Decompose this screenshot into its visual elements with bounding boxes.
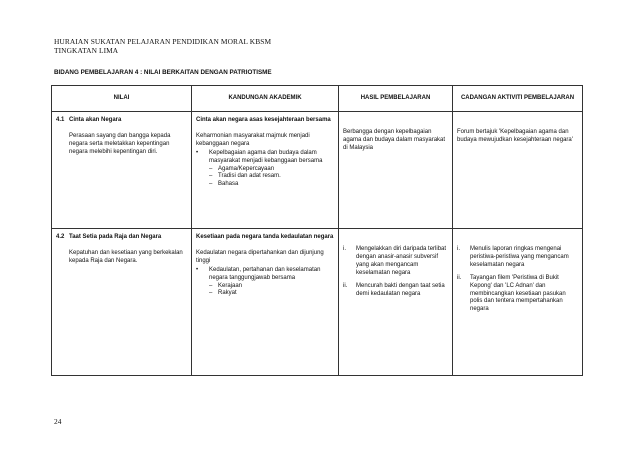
kandungan-bullet [196, 150, 334, 166]
dash-icon: – [209, 181, 213, 188]
hasil-cell [339, 112, 453, 229]
kandungan-dash-item [196, 181, 334, 189]
aktiviti-cell [453, 112, 583, 229]
list-number: ii. [457, 274, 462, 281]
nilai-cell [52, 112, 192, 229]
col-header-nilai: NILAI [52, 86, 192, 112]
nilai-number: 4.1 [56, 117, 65, 123]
hasil-cell [339, 229, 453, 376]
hasil-list-item [343, 283, 448, 299]
kandungan-dash-text: Bahasa [218, 181, 239, 188]
kandungan-dash-item [196, 283, 334, 291]
nilai-title [56, 117, 187, 125]
aktiviti-list-item [457, 246, 578, 270]
doc-header-title: HURAIAN SUKATAN PELAJARAN PENDIDIKAN MORAL KBSM [54, 37, 272, 46]
list-number: ii. [343, 282, 348, 289]
col-header-kandungan: KANDUNGAN AKADEMIK [192, 86, 339, 112]
hasil-list-item [343, 246, 448, 278]
bullet-icon: • [196, 149, 199, 156]
nilai-description: Kepatuhan dan kesetiaan yang berkekalan kepada Raja dan Negara. [69, 249, 183, 264]
dash-icon: – [209, 290, 213, 297]
dash-icon: – [209, 165, 213, 172]
dash-icon: – [209, 282, 213, 289]
kandungan-cell [192, 229, 339, 376]
kandungan-text: Keharmonian masyarakat majmuk menjadi kebanggaan negara [196, 132, 310, 147]
hasil-list-text: Mengelakkan diri daripada terlibat dengan anasir-anasir subversif yang akan mengancam keselamatan negara [356, 246, 447, 276]
kandungan-title: Cinta akan negara asas kesejahteraan bersama [196, 117, 331, 123]
table-row [52, 112, 583, 229]
doc-header-subtitle: TINGKATAN LIMA [54, 46, 119, 55]
kandungan-dash-item [196, 173, 334, 181]
kandungan-title: Kesetiaan pada negara tanda kedaulatan negara [196, 234, 334, 240]
bidang-heading: BIDANG PEMBELAJARAN 4 : NILAI BERKAITAN DENGAN PATRIOTISME [54, 69, 272, 76]
table-header-row [52, 86, 583, 112]
bullet-icon: • [196, 266, 199, 273]
nilai-description: Perasaan sayang dan bangga kepada negara serta meletakkan kepentingan negara melebihi kepentingan diri. [69, 132, 171, 155]
col-header-hasil: HASIL PEMBELAJARAN [339, 86, 453, 112]
kandungan-bullet [196, 267, 334, 283]
table-row [52, 229, 583, 376]
nilai-title-text: Cinta akan Negara [69, 117, 122, 123]
hasil-text: Berbangga dengan kepelbagaian agama dan budaya dalam masyarakat di Malaysia [343, 129, 446, 151]
nilai-title [56, 234, 187, 242]
syllabus-table [51, 85, 583, 376]
kandungan-dash-item [196, 166, 334, 174]
page-number: 24 [54, 417, 62, 426]
list-number: i. [457, 246, 460, 252]
kandungan-dash-text: Agama/Kepercayaan [218, 165, 275, 172]
aktiviti-list-text: Tayangan filem 'Peristiwa di Bukit Kepong' dan 'LC Adnan' dan membincangkan kesetiaan pasukan polis dan tentera mempertahankan negara [470, 274, 566, 313]
aktiviti-list-item [457, 275, 578, 315]
list-number: i. [343, 246, 346, 252]
kandungan-dash-item [196, 290, 334, 298]
dash-icon: – [209, 173, 213, 180]
aktiviti-cell [453, 229, 583, 376]
kandungan-dash-text: Rakyat [218, 290, 237, 297]
aktiviti-list-text: Menulis laporan ringkas mengenai peristiwa-peristiwa yang mengancam keselamatan negara [470, 246, 569, 268]
kandungan-bullet-text: Kepelbagaian agama dan budaya dalam masyarakat menjadi kebanggaan bersama [209, 149, 323, 164]
kandungan-cell [192, 112, 339, 229]
kandungan-dash-text: Tradisi dan adat resam. [218, 173, 281, 180]
aktiviti-text: Forum bertajuk 'Kepelbagaian agama dan budaya mewujudkan kesejahteraan negara' [457, 129, 573, 143]
kandungan-bullet-text: Kedaulatan, pertahanan dan keselamatan negara tanggungjawab bersama [209, 266, 321, 281]
hasil-list-text: Mencurah bakti dengan taat setia demi kedaulatan negara [356, 282, 445, 297]
kandungan-dash-text: Kerajaan [218, 282, 243, 289]
nilai-title-text: Taat Setia pada Raja dan Negara [69, 234, 162, 240]
nilai-cell [52, 229, 192, 376]
nilai-number: 4.2 [56, 234, 65, 240]
col-header-aktiviti: CADANGAN AKTIVITI PEMBELAJARAN [453, 86, 583, 112]
kandungan-text: Kedaulatan negara dipertahankan dan dijunjung tinggi [196, 249, 324, 264]
